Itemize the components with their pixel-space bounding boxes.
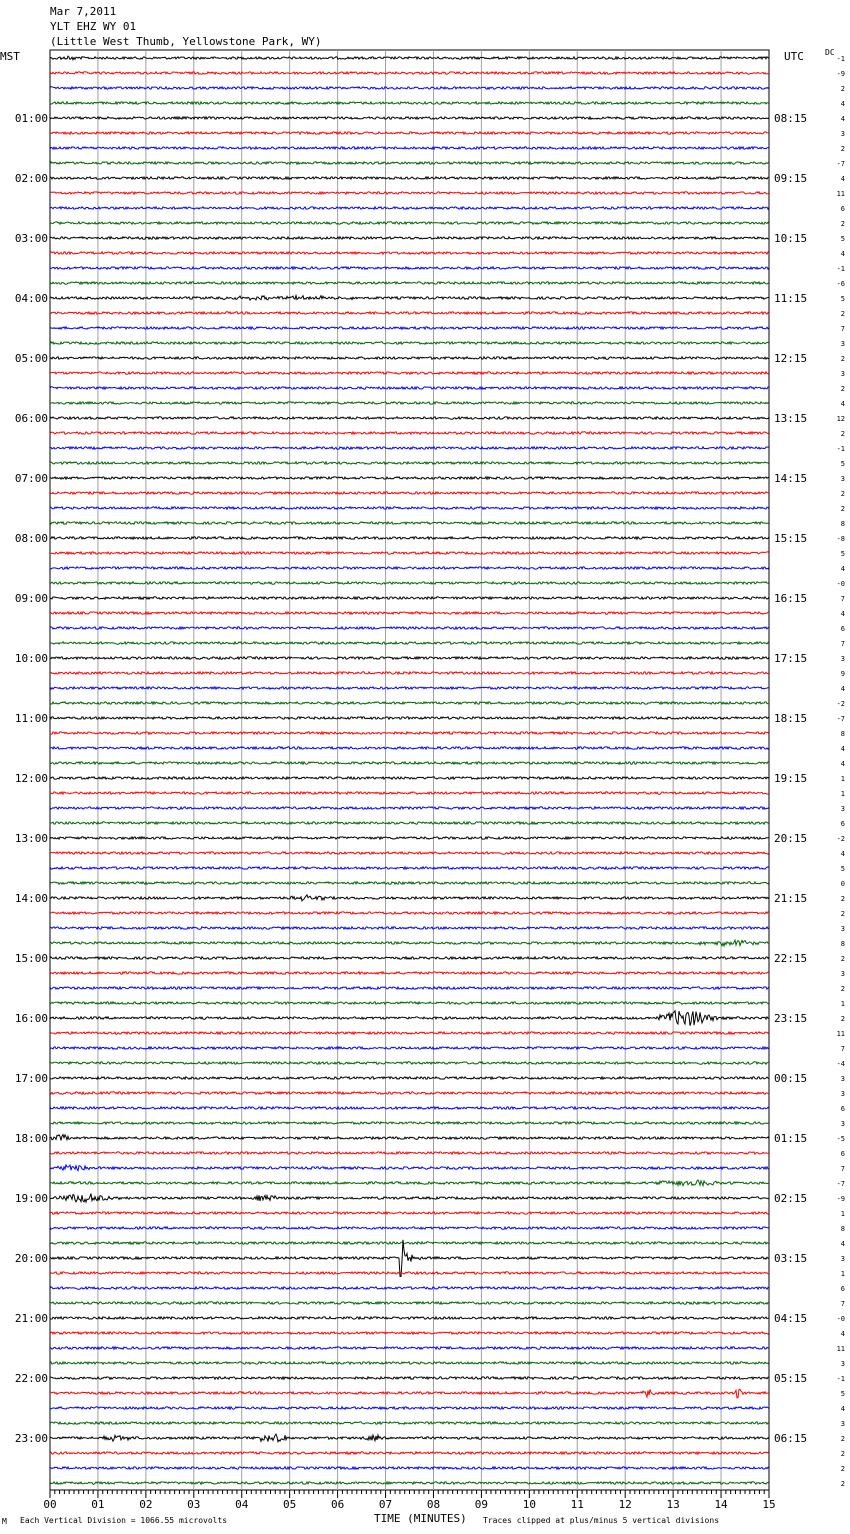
- seismogram-trace: [50, 447, 769, 449]
- dc-offset-label: 4: [840, 1405, 845, 1413]
- seismogram-trace: [50, 1317, 769, 1319]
- dc-offset-label: 6: [840, 1285, 845, 1293]
- seismogram-trace: [50, 672, 769, 674]
- x-tick-label: 09: [474, 1498, 489, 1511]
- seismogram-trace: [50, 1377, 769, 1379]
- seismogram-trace: [50, 177, 769, 179]
- dc-offset-label: -0: [836, 1315, 845, 1323]
- dc-offset-label: 2: [840, 910, 845, 918]
- dc-offset-label: 2: [840, 1465, 845, 1473]
- seismogram-trace: [50, 1434, 769, 1442]
- dc-column-label: DC: [825, 48, 835, 57]
- seismogram-trace: [50, 102, 769, 104]
- right-hour-label: 06:15: [774, 1432, 808, 1445]
- station-title: YLT EHZ WY 01: [50, 20, 137, 33]
- seismogram-trace: [50, 717, 769, 719]
- dc-offset-label: 5: [840, 235, 845, 243]
- right-hour-label: 16:15: [774, 592, 808, 605]
- left-hour-label: 23:00: [14, 1432, 48, 1445]
- dc-offset-label: 7: [840, 325, 845, 333]
- seismogram-trace: [50, 312, 769, 314]
- dc-offset-label: 4: [840, 100, 845, 108]
- dc-offset-label: 11: [836, 190, 845, 198]
- right-hour-label: 18:15: [774, 712, 808, 725]
- dc-offset-label: 2: [840, 985, 845, 993]
- seismogram-trace: [50, 1347, 769, 1349]
- plot-frame: [50, 50, 769, 1490]
- seismogram-trace: [50, 1287, 769, 1289]
- dc-offset-label: 4: [840, 1240, 845, 1248]
- dc-offset-label: -2: [836, 700, 845, 708]
- seismogram-trace: [50, 117, 769, 119]
- dc-offset-label: 4: [840, 115, 845, 123]
- dc-offset-label: 6: [840, 1150, 845, 1158]
- left-hour-label: 05:00: [14, 352, 48, 365]
- left-hour-label: 15:00: [14, 952, 48, 965]
- right-hour-label: 19:15: [774, 772, 808, 785]
- seismogram-trace: [50, 582, 769, 584]
- left-hour-label: 01:00: [14, 112, 48, 125]
- left-hour-label: 02:00: [14, 172, 48, 185]
- seismogram-trace: [50, 1362, 769, 1364]
- dc-offset-label: 3: [840, 130, 845, 138]
- seismogram-trace: [50, 162, 769, 164]
- dc-offset-label: 2: [840, 490, 845, 498]
- dc-offset-label: -4: [836, 1060, 845, 1068]
- seismogram-trace: [50, 1332, 769, 1334]
- x-tick-label: 03: [187, 1498, 201, 1511]
- left-hour-label: 11:00: [14, 712, 48, 725]
- seismogram-trace: [50, 702, 769, 704]
- dc-offset-label: 8: [840, 940, 845, 948]
- left-hour-label: 18:00: [14, 1132, 48, 1145]
- seismogram-trace: [50, 432, 769, 434]
- right-hour-label: 12:15: [774, 352, 808, 365]
- dc-offset-label: 2: [840, 1435, 845, 1443]
- seismogram-trace: [50, 1227, 769, 1229]
- dc-offset-label: -8: [836, 535, 845, 543]
- x-tick-label: 14: [714, 1498, 728, 1511]
- x-tick-label: 07: [378, 1498, 393, 1511]
- seismogram-trace: [50, 1242, 769, 1244]
- seismogram-trace: [50, 1180, 769, 1186]
- right-timezone-label: UTC: [784, 50, 804, 63]
- dc-offset-label: 4: [840, 685, 845, 693]
- seismogram-trace: [50, 882, 769, 884]
- dc-offset-label: 2: [840, 145, 845, 153]
- dc-offset-label: 4: [840, 760, 845, 768]
- dc-offset-label: 2: [840, 1480, 845, 1488]
- dc-offset-label: 4: [840, 610, 845, 618]
- x-tick-label: 05: [283, 1498, 297, 1511]
- seismogram-trace: [50, 1302, 769, 1304]
- dc-offset-label: 3: [840, 1255, 845, 1263]
- left-timezone-label: MST: [0, 50, 20, 63]
- seismogram-trace: [50, 822, 769, 824]
- seismogram-trace: [50, 687, 769, 689]
- left-hour-label: 08:00: [14, 532, 48, 545]
- seismogram-trace: [50, 792, 769, 794]
- seismogram-trace: [50, 342, 769, 344]
- seismogram-trace: [50, 895, 769, 901]
- dc-offset-label: 4: [840, 565, 845, 573]
- dc-offset-label: -9: [836, 1195, 845, 1203]
- location-title: (Little West Thumb, Yellowstone Park, WY): [50, 35, 322, 48]
- seismogram-trace: [50, 296, 769, 301]
- x-tick-label: 08: [426, 1498, 441, 1511]
- dc-offset-label: 7: [840, 1300, 845, 1308]
- seismogram-trace: [50, 267, 769, 269]
- seismogram-trace: [50, 1092, 769, 1094]
- seismogram-trace: [50, 87, 769, 89]
- right-hour-label: 20:15: [774, 832, 808, 845]
- dc-offset-label: -2: [836, 835, 845, 843]
- seismogram-trace: [50, 252, 769, 254]
- seismogram-trace: [50, 642, 769, 644]
- left-hour-label: 09:00: [14, 592, 48, 605]
- dc-offset-label: 2: [840, 220, 845, 228]
- seismogram-trace: [50, 207, 769, 209]
- dc-offset-label: -7: [836, 160, 845, 168]
- left-hour-label: 03:00: [14, 232, 48, 245]
- seismogram-trace: [50, 657, 769, 659]
- seismogram-trace: [50, 132, 769, 134]
- dc-offset-label: 5: [840, 295, 845, 303]
- seismogram-trace: [50, 522, 769, 524]
- dc-offset-label: 2: [840, 1450, 845, 1458]
- dc-offset-label: 2: [840, 505, 845, 513]
- x-tick-label: 00: [43, 1498, 57, 1511]
- dc-offset-label: -1: [836, 265, 845, 273]
- seismogram-trace: [50, 537, 769, 539]
- dc-offset-label: 4: [840, 175, 845, 183]
- right-hour-label: 11:15: [774, 292, 808, 305]
- seismogram-trace: [50, 1165, 769, 1171]
- dc-offset-label: 7: [840, 595, 845, 603]
- seismogram-trace: [50, 72, 769, 74]
- left-hour-label: 19:00: [14, 1192, 48, 1205]
- dc-offset-label: 8: [840, 730, 845, 738]
- right-hour-label: 04:15: [774, 1312, 808, 1325]
- dc-offset-label: 3: [840, 805, 845, 813]
- dc-offset-label: 2: [840, 895, 845, 903]
- x-tick-label: 15: [762, 1498, 776, 1511]
- dc-offset-label: 1: [840, 775, 845, 783]
- footer-scale-note: Each Vertical Division = 1066.55 microvolts: [20, 1516, 228, 1525]
- seismogram-trace: [50, 492, 769, 494]
- left-hour-label: 14:00: [14, 892, 48, 905]
- left-hour-label: 10:00: [14, 652, 48, 665]
- dc-offset-label: 3: [840, 1090, 845, 1098]
- right-hour-label: 01:15: [774, 1132, 808, 1145]
- seismogram-trace: [50, 372, 769, 374]
- seismogram-trace: [50, 327, 769, 329]
- seismogram-trace: [50, 987, 769, 989]
- dc-offset-label: -0: [836, 580, 845, 588]
- dc-offset-label: 4: [840, 250, 845, 258]
- seismogram-trace: [50, 282, 769, 284]
- seismogram-trace: [50, 1422, 769, 1424]
- left-hour-label: 21:00: [14, 1312, 48, 1325]
- dc-offset-label: 3: [840, 475, 845, 483]
- seismogram-trace: [50, 1467, 769, 1469]
- date-title: Mar 7,2011: [50, 5, 117, 18]
- seismogram-trace: [50, 1002, 769, 1004]
- left-hour-label: 04:00: [14, 292, 48, 305]
- dc-offset-label: -1: [836, 445, 845, 453]
- seismogram-trace: [50, 222, 769, 224]
- dc-offset-label: -7: [836, 1180, 845, 1188]
- dc-offset-label: -7: [836, 715, 845, 723]
- seismogram-trace: [50, 56, 769, 60]
- right-hour-label: 05:15: [774, 1372, 808, 1385]
- left-hour-label: 13:00: [14, 832, 48, 845]
- dc-offset-label: 5: [840, 550, 845, 558]
- dc-offset-label: 3: [840, 655, 845, 663]
- dc-offset-label: 2: [840, 1015, 845, 1023]
- seismogram-trace: [50, 567, 769, 569]
- dc-offset-label: 2: [840, 310, 845, 318]
- seismogram-trace: [50, 1452, 769, 1454]
- seismogram-trace: [50, 940, 769, 946]
- dc-offset-label: 2: [840, 430, 845, 438]
- right-hour-label: 02:15: [774, 1192, 808, 1205]
- dc-offset-label: 11: [836, 1030, 845, 1038]
- x-tick-label: 06: [330, 1498, 345, 1511]
- dc-offset-label: 3: [840, 340, 845, 348]
- dc-offset-label: 3: [840, 1360, 845, 1368]
- dc-offset-label: 3: [840, 970, 845, 978]
- x-tick-label: 02: [139, 1498, 153, 1511]
- seismogram-trace: [50, 192, 769, 194]
- dc-offset-label: 2: [840, 85, 845, 93]
- seismogram-trace: [50, 1389, 769, 1398]
- seismogram-trace: [50, 1152, 769, 1154]
- x-tick-label: 04: [235, 1498, 249, 1511]
- dc-offset-label: 3: [840, 1420, 845, 1428]
- dc-offset-label: 12: [836, 415, 845, 423]
- dc-offset-label: 11: [836, 1345, 845, 1353]
- x-axis-title: TIME (MINUTES): [374, 1512, 467, 1525]
- seismogram-trace: [50, 147, 769, 149]
- seismogram-trace: [50, 1062, 769, 1064]
- dc-offset-label: 3: [840, 925, 845, 933]
- dc-offset-label: -5: [836, 1135, 845, 1143]
- dc-offset-label: 9: [840, 670, 845, 678]
- dc-offset-label: 5: [840, 865, 845, 873]
- dc-offset-label: 0: [840, 880, 845, 888]
- dc-offset-label: 7: [840, 640, 845, 648]
- dc-offset-label: 6: [840, 625, 845, 633]
- right-hour-label: 22:15: [774, 952, 808, 965]
- seismogram-trace: [50, 462, 769, 464]
- dc-offset-label: 8: [840, 520, 845, 528]
- dc-offset-label: 2: [840, 355, 845, 363]
- right-hour-label: 17:15: [774, 652, 808, 665]
- right-hour-label: 15:15: [774, 532, 808, 545]
- seismogram-trace: [50, 1240, 769, 1277]
- seismogram-trace: [50, 1212, 769, 1214]
- seismogram-trace: [50, 867, 769, 869]
- dc-offset-label: 7: [840, 1045, 845, 1053]
- seismogram-trace: [50, 837, 769, 839]
- right-hour-label: 08:15: [774, 112, 808, 125]
- seismogram-trace: [50, 1047, 769, 1049]
- x-tick-label: 13: [666, 1498, 680, 1511]
- dc-offset-label: 5: [840, 1390, 845, 1398]
- seismogram-trace: [50, 747, 769, 749]
- dc-offset-label: 1: [840, 1210, 845, 1218]
- seismogram-trace: [50, 1272, 769, 1274]
- dc-offset-label: 7: [840, 1165, 845, 1173]
- seismogram-trace: [50, 777, 769, 779]
- right-hour-label: 13:15: [774, 412, 808, 425]
- seismogram-trace: [50, 1077, 769, 1079]
- dc-offset-label: 4: [840, 850, 845, 858]
- seismogram-trace: [50, 1011, 769, 1026]
- dc-offset-label: 6: [840, 205, 845, 213]
- right-hour-label: 00:15: [774, 1072, 808, 1085]
- dc-offset-label: 5: [840, 460, 845, 468]
- seismogram-trace: [50, 912, 769, 914]
- left-hour-label: 06:00: [14, 412, 48, 425]
- dc-offset-label: -9: [836, 70, 845, 78]
- left-hour-label: 22:00: [14, 1372, 48, 1385]
- dc-offset-label: 3: [840, 1075, 845, 1083]
- left-hour-label: 07:00: [14, 472, 48, 485]
- seismogram-trace: [50, 807, 769, 809]
- dc-offset-label: 1: [840, 1270, 845, 1278]
- right-hour-label: 10:15: [774, 232, 808, 245]
- seismogram-trace: [50, 1122, 769, 1124]
- left-hour-label: 12:00: [14, 772, 48, 785]
- seismogram-trace: [50, 927, 769, 929]
- seismogram-trace: [50, 507, 769, 509]
- dc-offset-label: 4: [840, 400, 845, 408]
- x-tick-label: 11: [570, 1498, 584, 1511]
- seismogram-trace: [50, 852, 769, 854]
- dc-offset-label: -6: [836, 280, 845, 288]
- seismogram-trace: [50, 357, 769, 359]
- dc-offset-label: 2: [840, 955, 845, 963]
- seismogram-trace: [50, 957, 769, 959]
- seismogram-trace: [50, 1135, 769, 1141]
- seismogram-trace: [50, 402, 769, 404]
- footer-mark: M: [2, 1517, 7, 1526]
- footer-clip-note: Traces clipped at plus/minus 5 vertical divisions: [483, 1516, 720, 1525]
- dc-offset-label: -1: [836, 55, 845, 63]
- seismogram-trace: [50, 417, 769, 419]
- dc-offset-label: 6: [840, 1105, 845, 1113]
- right-hour-label: 23:15: [774, 1012, 808, 1025]
- dc-offset-label: 4: [840, 745, 845, 753]
- right-hour-label: 09:15: [774, 172, 808, 185]
- left-hour-label: 16:00: [14, 1012, 48, 1025]
- left-hour-label: 20:00: [14, 1252, 48, 1265]
- dc-offset-label: 8: [840, 1225, 845, 1233]
- left-hour-label: 17:00: [14, 1072, 48, 1085]
- right-hour-label: 21:15: [774, 892, 808, 905]
- seismogram-trace: [50, 1032, 769, 1034]
- seismogram-trace: [50, 1107, 769, 1109]
- seismogram-trace: [50, 1194, 769, 1203]
- dc-offset-label: 3: [840, 1120, 845, 1128]
- x-tick-label: 01: [91, 1498, 105, 1511]
- dc-offset-label: 1: [840, 790, 845, 798]
- seismogram-trace: [50, 732, 769, 734]
- seismogram-trace: [50, 237, 769, 239]
- dc-offset-label: -1: [836, 1375, 845, 1383]
- seismogram-trace: [50, 552, 769, 554]
- x-tick-label: 12: [618, 1498, 632, 1511]
- dc-offset-label: 4: [840, 1330, 845, 1338]
- right-hour-label: 14:15: [774, 472, 808, 485]
- dc-offset-label: 2: [840, 385, 845, 393]
- x-tick-label: 10: [522, 1498, 536, 1511]
- dc-offset-label: 3: [840, 370, 845, 378]
- right-hour-label: 03:15: [774, 1252, 808, 1265]
- seismogram-trace: [50, 597, 769, 599]
- seismogram-trace: [50, 1482, 769, 1484]
- seismogram-trace: [50, 612, 769, 614]
- dc-offset-label: 6: [840, 820, 845, 828]
- seismogram-trace: [50, 972, 769, 974]
- seismogram-trace: [50, 387, 769, 389]
- seismogram-trace: [50, 627, 769, 629]
- seismogram-trace: [50, 477, 769, 479]
- seismogram-trace: [50, 1407, 769, 1409]
- seismogram-trace: [50, 762, 769, 764]
- dc-offset-label: 1: [840, 1000, 845, 1008]
